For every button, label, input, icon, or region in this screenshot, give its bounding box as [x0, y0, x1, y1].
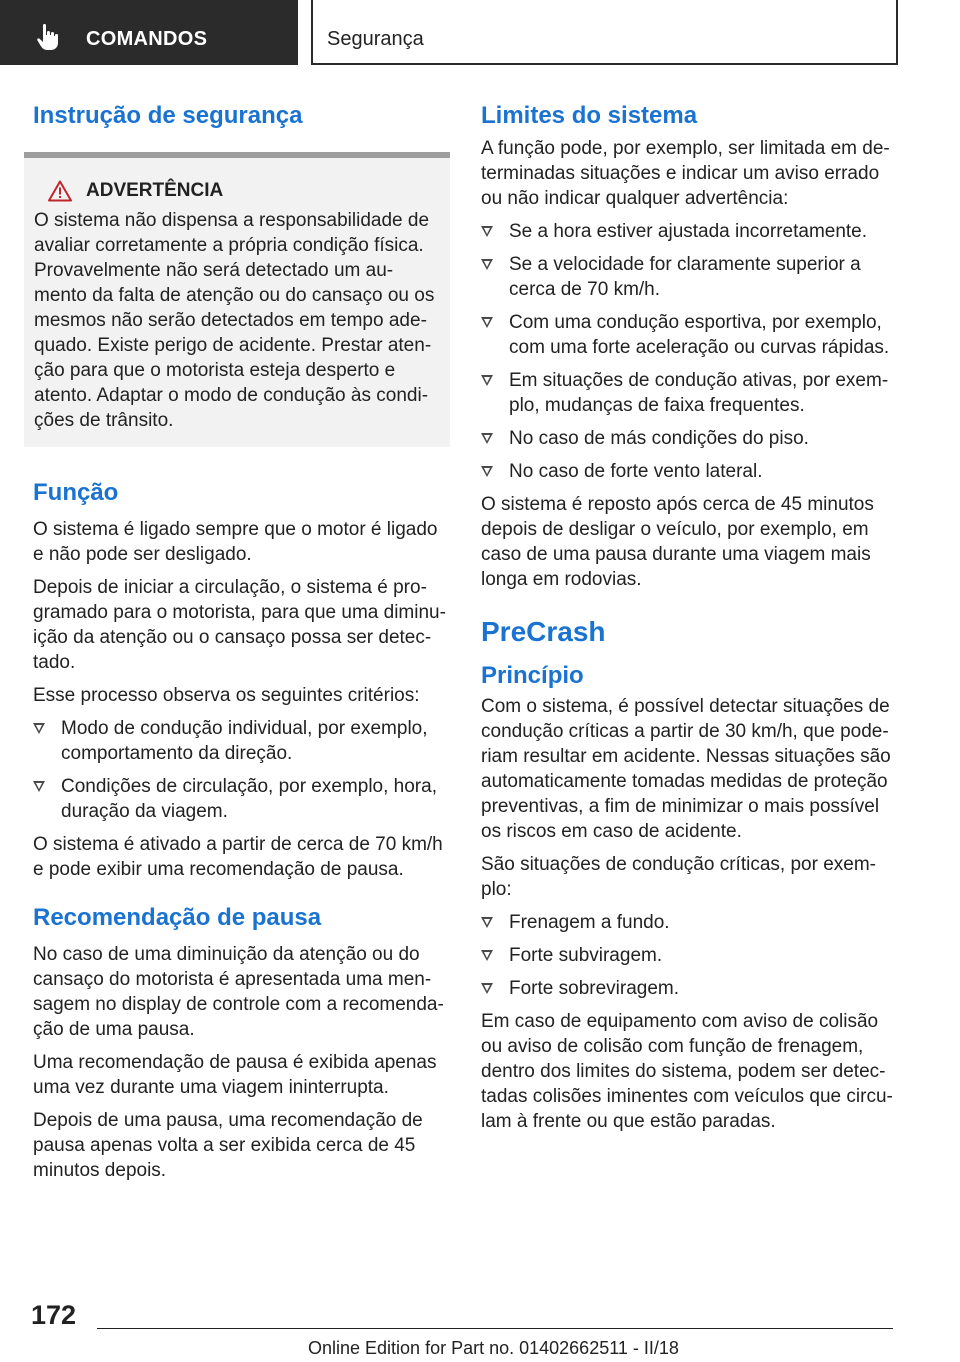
warning-text: O sistema não dispensa a responsabilidade de avaliar corretamente a própria condição física. Provavelmente não será detectado um aumento da falta de atenção ou do cansaço ou os mesmos não serão detectados em tempo adequado. Existe perigo de acidente. Prestar atenção para que o motorista esteja desperto e atento. Adaptar o modo de condução às condições de trânsito. [34, 210, 435, 431]
footer-divider [97, 1328, 893, 1329]
list-item: Frenagem a fundo. [481, 910, 895, 935]
paragraph: No caso de uma diminuição da atenção ou do cansaço do motorista é apresentada uma mensagem no display de controle com a recomendação de uma pausa. [33, 944, 444, 1040]
bullet-triangle-icon [481, 375, 493, 386]
bullet-triangle-icon [481, 433, 493, 444]
bullet-triangle-icon [33, 723, 45, 734]
section-header [311, 0, 898, 65]
list-item: Com uma condução esportiva, por exemplo, com uma forte aceleração ou curvas rápidas. [481, 310, 895, 360]
bullet-triangle-icon [481, 950, 493, 961]
warning-box [24, 152, 450, 447]
section-label: Segurança [327, 28, 424, 50]
bullet-triangle-icon [481, 317, 493, 328]
precrash-heading: PreCrash [481, 616, 606, 647]
paragraph: Em caso de equipamento com aviso de colisão ou aviso de colisão com função de frenagem, dentro dos limites do sistema, podem ser detectadas colisões iminentes com veículos que circulam à frente ou que estão paradas. [481, 1011, 893, 1132]
paragraph: Esse processo observa os seguintes critérios: [33, 685, 420, 706]
list-item: No caso de forte vento lateral. [481, 459, 895, 484]
bullet-triangle-icon [481, 917, 493, 928]
page-number: 172 [31, 1300, 77, 1330]
edition-note: Online Edition for Part no. 01402662511 - II/18 [308, 1338, 679, 1358]
bullet-triangle-icon [33, 781, 45, 792]
list-item: Condições de circulação, por exemplo, hora, duração da viagem. [33, 774, 447, 824]
hand-pointer-icon [34, 22, 64, 52]
list-item: Forte sobreviragem. [481, 976, 895, 1001]
paragraph: O sistema é reposto após cerca de 45 minutos depois de desligar o veículo, por exemplo, em caso de uma pausa durante uma viagem mais longa em rodovias. [481, 494, 874, 590]
paragraph: A função pode, por exemplo, ser limitada em determinadas situações e indicar um aviso errado ou não indicar qualquer advertência: [481, 138, 890, 209]
paragraph: Uma recomendação de pausa é exibida apenas uma vez durante uma viagem ininterrupta. [33, 1052, 437, 1098]
chapter-label: COMANDOS [86, 28, 208, 50]
warning-label: ADVERTÊNCIA [86, 180, 224, 201]
list-item: Modo de condução individual, por exemplo, comportamento da direção. [33, 716, 447, 766]
right-column [481, 100, 895, 1142]
bullet-triangle-icon [481, 983, 493, 994]
paragraph: São situações de condução críticas, por exemplo: [481, 854, 876, 900]
function-heading: Função [33, 479, 119, 506]
warning-triangle-icon [48, 180, 72, 202]
list-item: Forte subviragem. [481, 943, 895, 968]
paragraph: O sistema é ligado sempre que o motor é ligado e não pode ser desligado. [33, 519, 438, 565]
paragraph: Com o sistema, é possível detectar situações de condução críticas a partir de 30 km/h, que poderiam resultar em acidente. Nessas situações são automaticamente tomadas medidas de proteção preventivas, a fim de minimizar o mais possível os riscos em caso de acidente. [481, 696, 891, 842]
paragraph: Depois de uma pausa, uma recomendação de pausa apenas volta a ser exibida cerca de 45 minutos depois. [33, 1110, 423, 1181]
principle-heading: Princípio [481, 662, 584, 689]
bullet-triangle-icon [481, 259, 493, 270]
safety-instruction-heading: Instrução de segurança [33, 102, 303, 129]
system-limits-heading: Limites do sistema [481, 102, 698, 129]
bullet-triangle-icon [481, 466, 493, 477]
bullet-triangle-icon [481, 226, 493, 237]
list-item: Se a hora estiver ajustada incorretamente. [481, 219, 895, 244]
paragraph: Depois de iniciar a circulação, o sistema é programado para o motorista, para que uma diminuição da atenção ou o cansaço possa ser detectado. [33, 577, 446, 673]
list-item: No caso de más condições do piso. [481, 426, 895, 451]
paragraph: O sistema é ativado a partir de cerca de 70 km/h e pode exibir uma recomendação de pausa. [33, 834, 443, 880]
pause-recommendation-heading: Recomendação de pausa [33, 904, 322, 931]
list-item: Se a velocidade for claramente superior a cerca de 70 km/h. [481, 252, 895, 302]
list-item: Em situações de condução ativas, por exemplo, mudanças de faixa frequentes. [481, 368, 895, 418]
chapter-tab[interactable] [0, 0, 298, 65]
left-column [33, 100, 447, 1191]
